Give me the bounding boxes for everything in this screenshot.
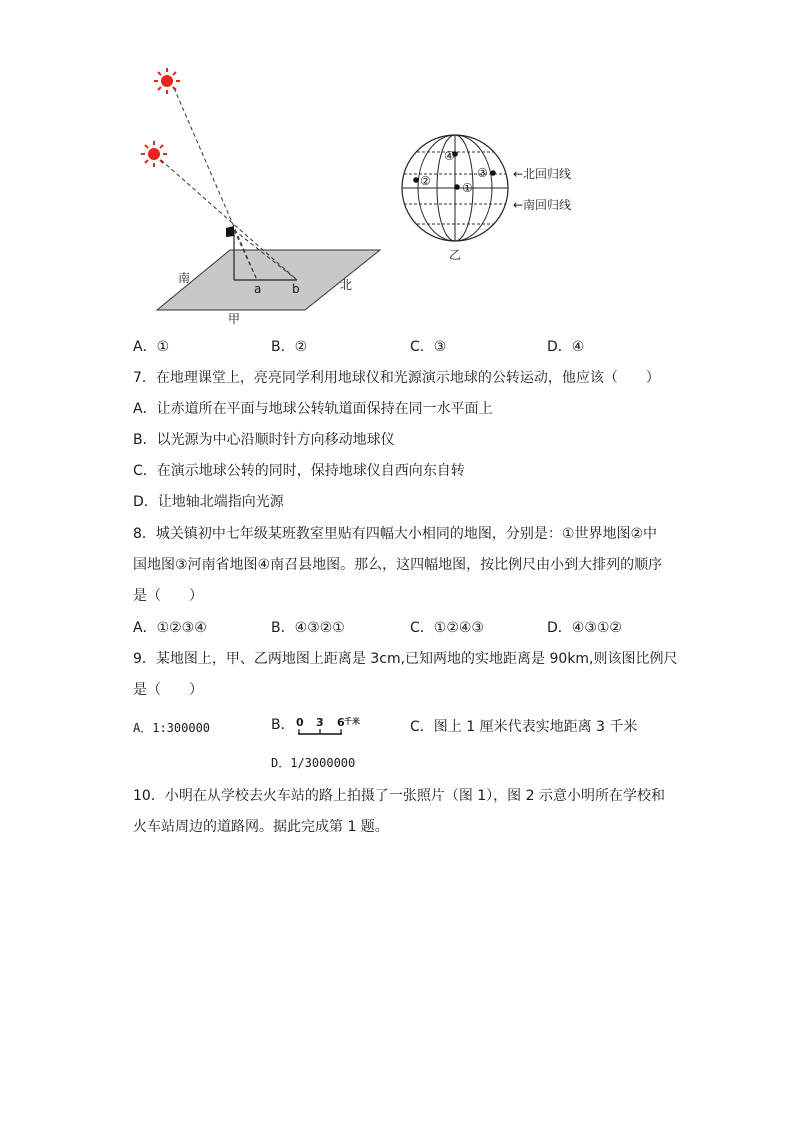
q8-option-a[interactable]: A．①②③④ bbox=[133, 620, 207, 636]
flag-icon bbox=[226, 226, 234, 237]
q9-stem-line1: 9．某地图上，甲、乙两地图上距离是 3cm,已知两地的实地距离是 90km,则该图比例尺 bbox=[133, 651, 678, 667]
scale-unit: 千米 bbox=[344, 717, 360, 726]
point-2-dot bbox=[413, 177, 419, 183]
point-3-dot bbox=[490, 170, 496, 176]
q9-option-b-prefix: B． bbox=[271, 717, 295, 733]
caption-yi: 乙 bbox=[449, 248, 462, 262]
q9-option-d[interactable]: D．1/3000000 bbox=[271, 756, 356, 770]
q8-option-d[interactable]: D．④③①② bbox=[547, 620, 622, 636]
q7-option-b[interactable]: B．以光源为中心沿顺时针方向移动地球仪 bbox=[133, 432, 395, 448]
label-north: 北 bbox=[340, 278, 353, 292]
q9-option-a[interactable]: A．1:300000 bbox=[133, 721, 211, 735]
scale-bar bbox=[296, 716, 366, 742]
label-south: 南 bbox=[178, 271, 191, 285]
sun-ray-high bbox=[174, 88, 257, 280]
q6-option-a[interactable]: A．① bbox=[133, 339, 170, 355]
marker-3: ③ bbox=[477, 166, 488, 180]
q6-option-d[interactable]: D．④ bbox=[547, 339, 585, 355]
q6-option-b[interactable]: B．② bbox=[271, 339, 308, 355]
scale-tick-3: 3 bbox=[316, 716, 324, 729]
figure-yi-globe bbox=[395, 130, 515, 250]
q8-option-c[interactable]: C．①②④③ bbox=[410, 620, 484, 636]
q7-option-d[interactable]: D．让地轴北端指向光源 bbox=[133, 494, 284, 510]
q10-stem-line2: 火车站周边的道路网。据此完成第 1 题。 bbox=[133, 819, 389, 835]
q8-stem-line2: 国地图③河南省地图④南召县地图。那么，这四幅地图，按比例尺由小到大排列的顺序 bbox=[133, 557, 663, 573]
marker-4: ④ bbox=[444, 149, 455, 163]
q9-option-c[interactable]: C．图上 1 厘米代表实地距离 3 千米 bbox=[410, 719, 638, 735]
marker-2: ② bbox=[420, 174, 431, 188]
q6-option-c[interactable]: C．③ bbox=[410, 339, 447, 355]
figure-jia bbox=[130, 60, 400, 335]
q9-stem-line2: 是（ ） bbox=[133, 682, 203, 698]
label-tropic-cancer: ←北回归线 bbox=[513, 167, 572, 181]
q8-stem-line1: 8．城关镇初中七年级某班教室里贴有四幅大小相同的地图，分别是：①世界地图②中 bbox=[133, 526, 658, 542]
q7-stem: 7．在地理课堂上，亮亮同学利用地球仪和光源演示地球的公转运动，他应该（ ） bbox=[133, 370, 660, 386]
scale-tick-0: 0 bbox=[296, 716, 304, 729]
q7-option-c[interactable]: C．在演示地球公转的同时，保持地球仪自西向东自转 bbox=[133, 463, 465, 479]
q9-option-b[interactable] bbox=[271, 716, 295, 734]
q10-stem-line1: 10．小明在从学校去火车站的路上拍摄了一张照片（图 1），图 2 示意小明所在学校和 bbox=[133, 788, 665, 804]
label-tropic-capricorn: ←南回归线 bbox=[513, 198, 572, 212]
label-b: b bbox=[292, 282, 300, 296]
sun-low-icon bbox=[141, 141, 167, 167]
q8-option-b[interactable]: B．④③②① bbox=[271, 620, 345, 636]
caption-jia: 甲 bbox=[228, 312, 241, 326]
q7-option-a[interactable]: A．让赤道所在平面与地球公转轨道面保持在同一水平面上 bbox=[133, 401, 493, 417]
point-1-dot bbox=[454, 184, 460, 190]
label-a: a bbox=[254, 282, 262, 296]
marker-1: ① bbox=[462, 181, 473, 195]
sun-high-icon bbox=[154, 68, 180, 94]
q8-stem-line3: 是（ ） bbox=[133, 588, 203, 604]
scale-tick-6: 6 bbox=[337, 716, 345, 729]
